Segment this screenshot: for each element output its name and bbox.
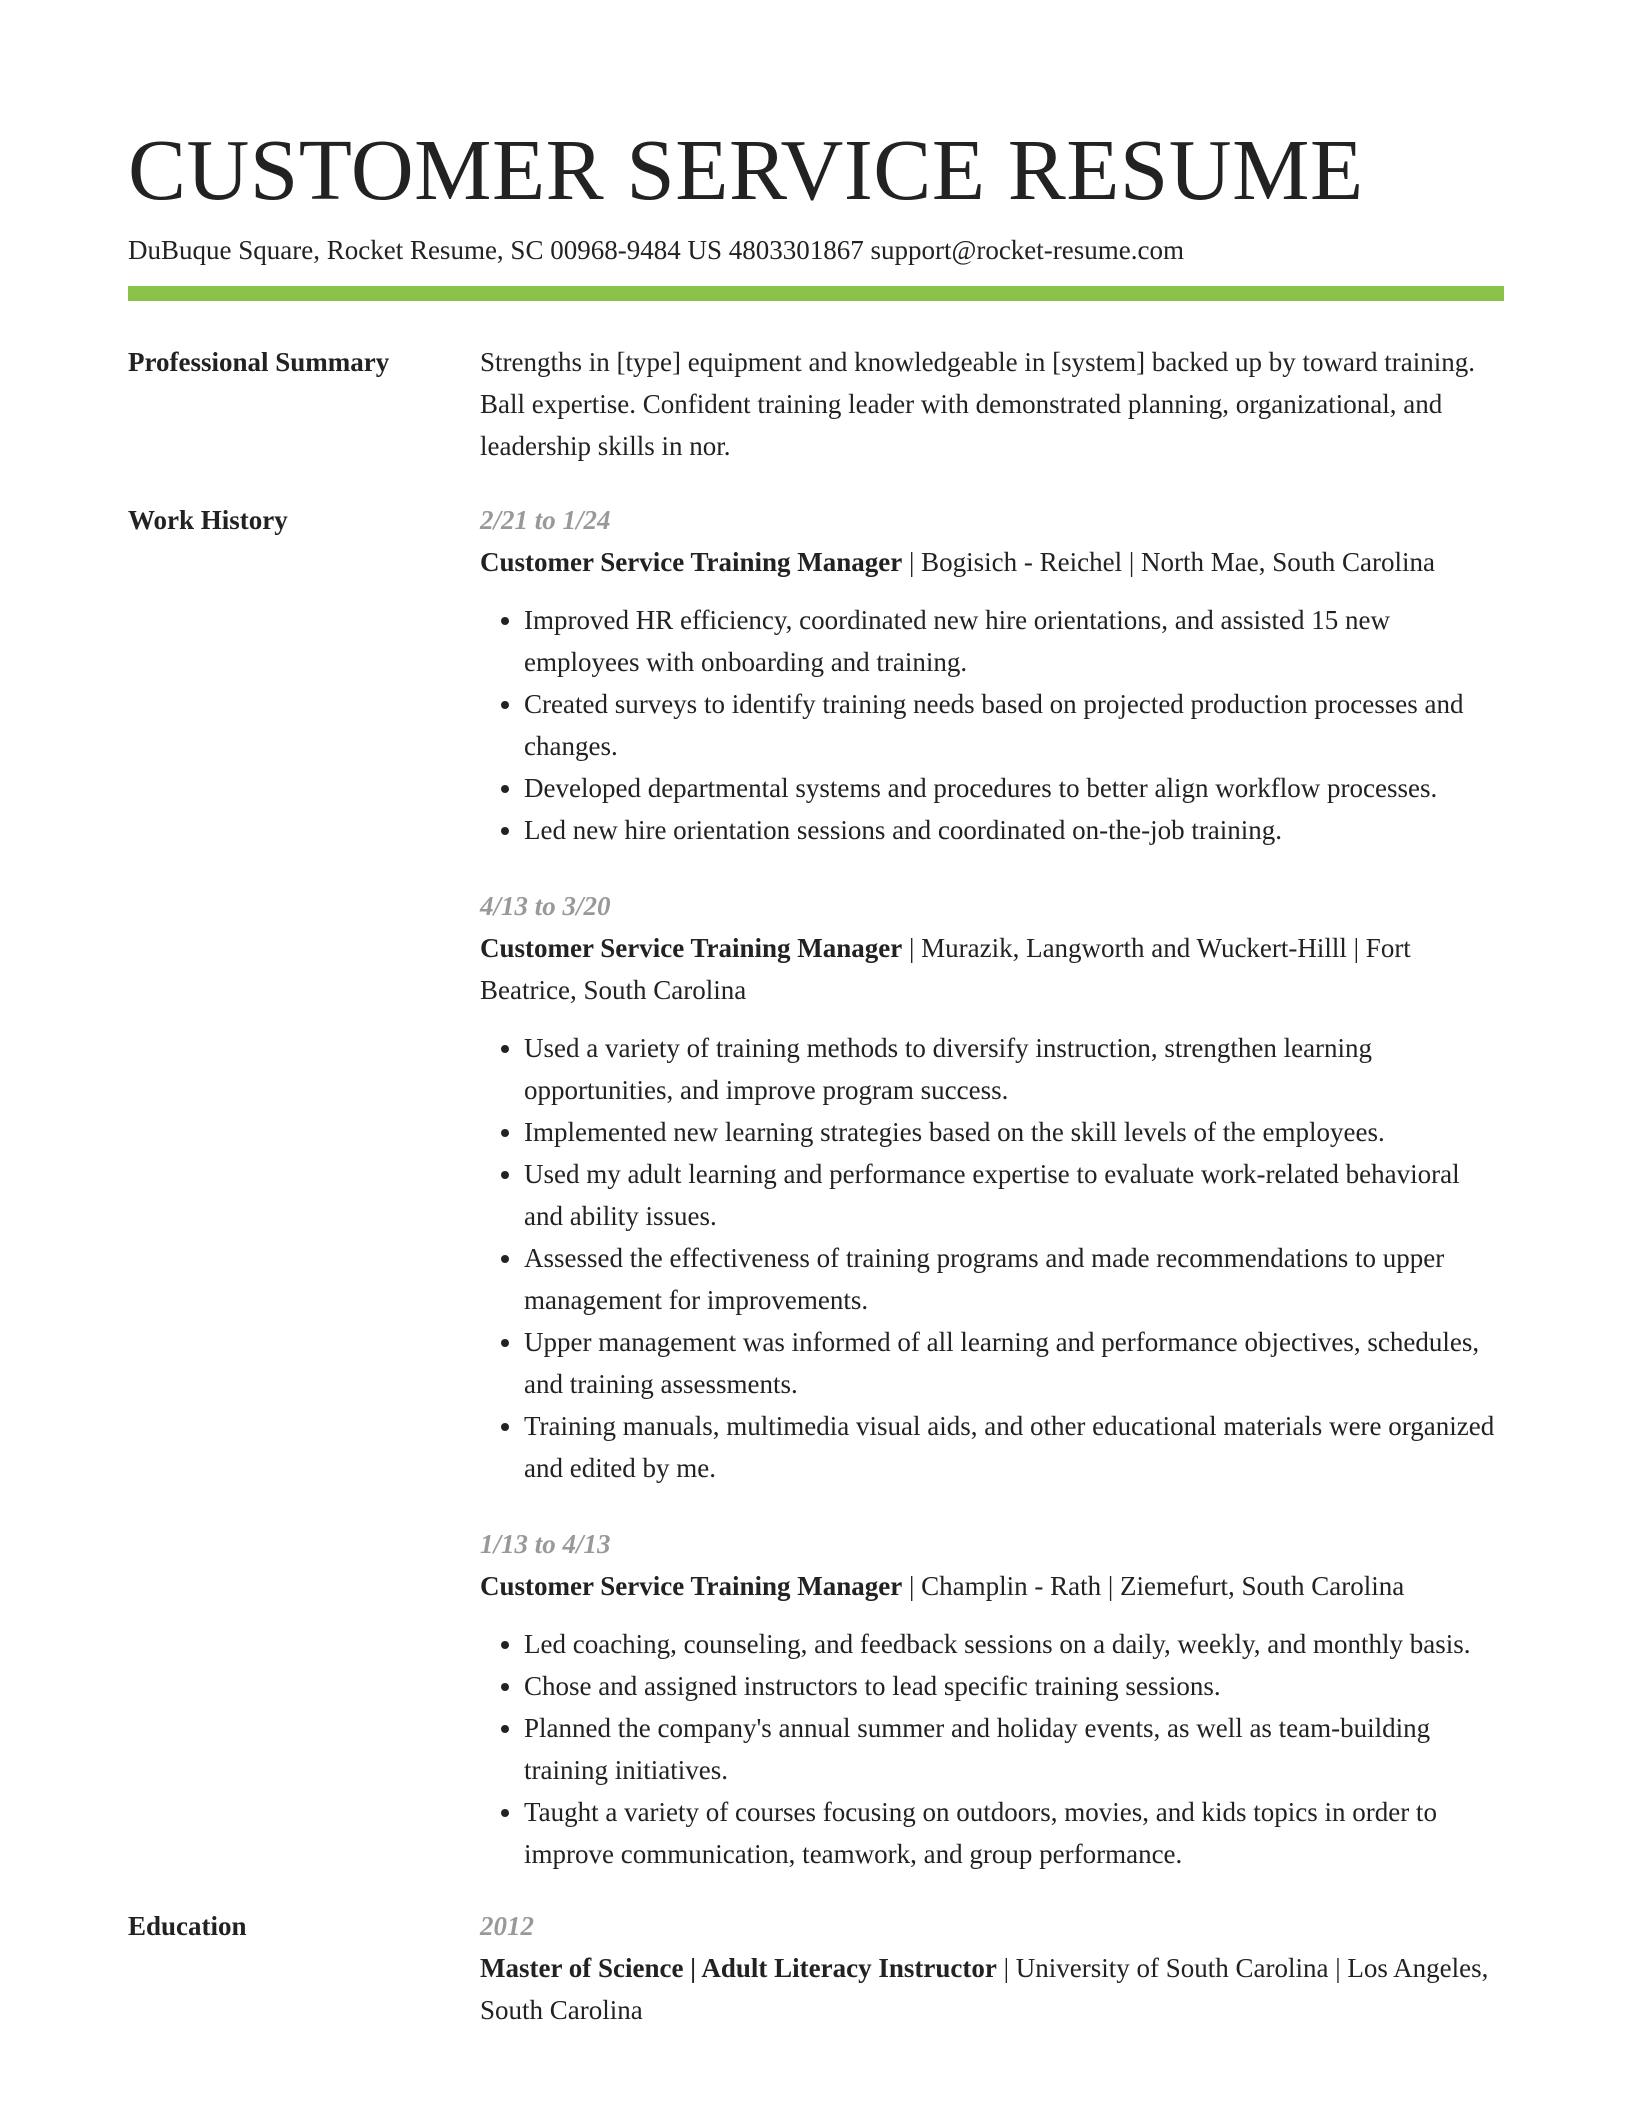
- job-bullet: • Led coaching, counseling, and feedback sessions on a daily, weekly, and monthly basis.: [524, 1623, 1504, 1665]
- education-degree: Master of Science | Adult Literacy Instructor: [480, 1953, 997, 1983]
- job-entry: [480, 499, 1504, 851]
- job-bullet: • Used my adult learning and performance expertise to evaluate work-related behavioral and ability issues.: [524, 1153, 1504, 1237]
- education-year: 2012: [480, 1911, 534, 1941]
- education-section: [128, 1905, 1504, 2031]
- work-history-list: [480, 499, 1504, 1875]
- job-bullets: [480, 1027, 1504, 1489]
- section-label-professional-summary: Professional Summary: [128, 347, 390, 377]
- job-bullet: • Created surveys to identify training needs based on projected production processes and changes.: [524, 683, 1504, 767]
- education-details: | University of South Carolina | Los Angeles, South Carolina: [480, 1953, 1489, 2025]
- education-entry: [480, 1905, 1504, 2031]
- job-bullet: • Used a variety of training methods to diversify instruction, strengthen learning opportunities, and improve program success.: [524, 1027, 1504, 1111]
- job-title: Customer Service Training Manager: [480, 1571, 903, 1601]
- work-history-section: [128, 499, 1504, 1875]
- education-heading: [480, 1947, 1504, 2031]
- job-title: Customer Service Training Manager: [480, 933, 903, 963]
- job-dates: 2/21 to 1/24: [480, 505, 611, 535]
- job-entry: [480, 1523, 1504, 1875]
- job-entry: [480, 885, 1504, 1489]
- job-bullet: • Assessed the effectiveness of training programs and made recommendations to upper management for improvements.: [524, 1237, 1504, 1321]
- job-bullet: • Improved HR efficiency, coordinated new hire orientations, and assisted 15 new employees with onboarding and training.: [524, 599, 1504, 683]
- resume-title: CUSTOMER SERVICE RESUME: [128, 121, 1364, 218]
- job-heading: [480, 1565, 1504, 1607]
- job-bullet: • Taught a variety of courses focusing on outdoors, movies, and kids topics in order to improve communication, teamwork, and group performance.: [524, 1791, 1504, 1875]
- resume-page: [128, 118, 1504, 2031]
- job-heading: [480, 927, 1504, 1011]
- job-bullets: [480, 599, 1504, 851]
- accent-divider: [128, 286, 1504, 301]
- job-heading: [480, 541, 1504, 583]
- job-dates: 1/13 to 4/13: [480, 1529, 611, 1559]
- section-label-education: Education: [128, 1911, 247, 1941]
- job-title: Customer Service Training Manager: [480, 547, 903, 577]
- job-bullet: • Developed departmental systems and procedures to better align workflow processes.: [524, 767, 1504, 809]
- job-bullet: • Led new hire orientation sessions and coordinated on-the-job training.: [524, 809, 1504, 851]
- contact-line: DuBuque Square, Rocket Resume, SC 00968-9484 US 4803301867 support@rocket-resume.com: [128, 235, 1184, 265]
- job-bullets: [480, 1623, 1504, 1875]
- job-bullet: • Upper management was informed of all learning and performance objectives, schedules, and training assessments.: [524, 1321, 1504, 1405]
- job-bullet: • Training manuals, multimedia visual aids, and other educational materials were organized and edited by me.: [524, 1405, 1504, 1489]
- section-label-work-history: Work History: [128, 505, 288, 535]
- job-details: | Bogisich - Reichel | North Mae, South Carolina: [902, 547, 1435, 577]
- job-bullet: • Implemented new learning strategies based on the skill levels of the employees.: [524, 1111, 1504, 1153]
- professional-summary-text: Strengths in [type] equipment and knowledgeable in [system] backed up by toward training. Ball expertise. Confident training leader with demonstrated planning, organizational, and leadership skills in nor.: [480, 347, 1476, 461]
- job-details: | Murazik, Langworth and Wuckert-Hilll | Fort Beatrice, South Carolina: [480, 933, 1411, 1005]
- job-bullet: • Planned the company's annual summer and holiday events, as well as team-building training initiatives.: [524, 1707, 1504, 1791]
- job-bullet: • Chose and assigned instructors to lead specific training sessions.: [524, 1665, 1504, 1707]
- job-dates: 4/13 to 3/20: [480, 891, 611, 921]
- professional-summary-section: [128, 341, 1504, 467]
- job-details: | Champlin - Rath | Ziemefurt, South Carolina: [902, 1571, 1405, 1601]
